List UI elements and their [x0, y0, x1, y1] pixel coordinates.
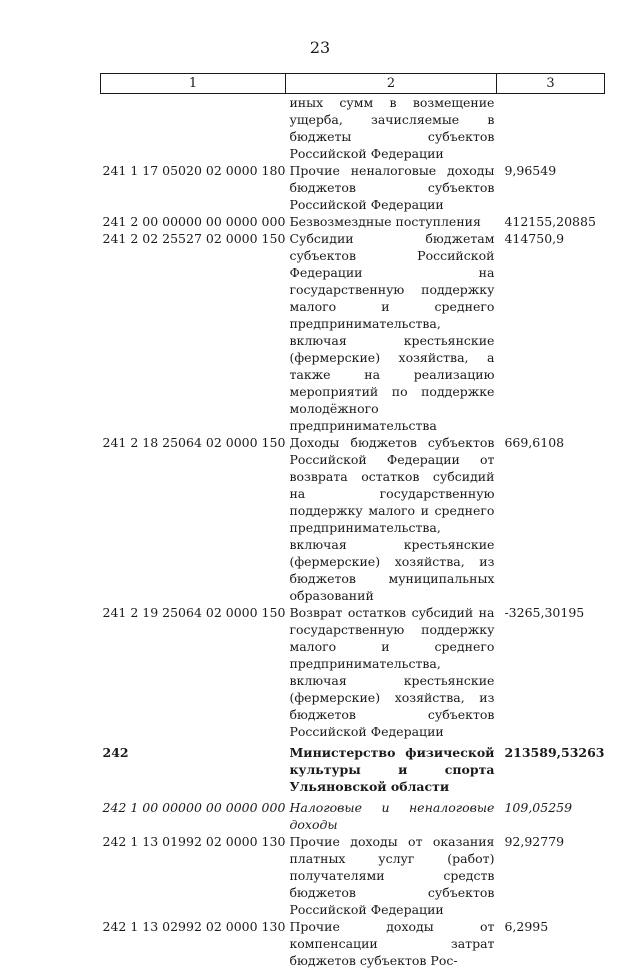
- row-code: 242: [102, 745, 129, 760]
- row-code: [101, 94, 286, 163]
- row-description: Безвозмездные поступления: [289, 214, 481, 229]
- row-code: 241 1 17 05020 02 0000 180: [102, 163, 286, 178]
- row-description: Прочие доходы от компенсации затрат бюджетов субъектов Рос-: [289, 919, 495, 968]
- table-row-ministry: [101, 740, 605, 795]
- row-code: 241 2 00 00000 00 0000 000: [102, 214, 286, 229]
- table-row: [101, 604, 605, 740]
- row-code: 242 1 13 02992 02 0000 130: [102, 919, 286, 934]
- row-code: 241 2 02 25527 02 0000 150: [102, 231, 286, 246]
- revenue-table: [100, 73, 605, 969]
- row-amount: 412155,20885: [504, 214, 596, 229]
- row-amount: 9,96549: [504, 163, 557, 178]
- table-row: [101, 833, 605, 918]
- column-header-description: 2: [285, 74, 496, 94]
- table-row: [101, 162, 605, 213]
- row-description: иных сумм в возмещение ущерба, зачисляемые в бюджеты субъектов Российской Федерации: [289, 95, 495, 161]
- row-description: Субсидии бюджетам субъектов Российской Федерации на государственную поддержку малого и среднего предпринимательства, включая крестьянские (фермерские) хозяйства, а также на реализацию мероприятий по поддержке молодёжного предпринимательства: [289, 231, 495, 433]
- table-row: [101, 94, 605, 163]
- table-row-subtotal: [101, 795, 605, 833]
- row-code: 241 2 18 25064 02 0000 150: [102, 435, 286, 450]
- row-amount: -3265,30195: [504, 605, 585, 620]
- row-amount: 213589,53263: [504, 745, 605, 760]
- row-description: Налоговые и неналоговые доходы: [289, 800, 495, 832]
- row-description: Прочие неналоговые доходы бюджетов субъектов Российской Федерации: [289, 163, 495, 212]
- row-code: 242 1 13 01992 02 0000 130: [102, 834, 286, 849]
- row-description: Министерство физической культуры и спорта Ульяновской области: [289, 745, 495, 794]
- column-header-amount: 3: [496, 74, 604, 94]
- table-row: [101, 230, 605, 434]
- row-code: 241 2 19 25064 02 0000 150: [102, 605, 286, 620]
- row-amount: 109,05259: [504, 800, 573, 815]
- table-header-row: [101, 74, 605, 94]
- row-description: Доходы бюджетов субъектов Российской Федерации от возврата остатков субсидий на государственную поддержку малого и среднего предпринимательства, включая крестьянские (фермерские) хозяйства, из бюджетов муниципальных образований: [289, 435, 495, 603]
- row-amount: 414750,9: [504, 231, 565, 246]
- row-amount: 92,92779: [504, 834, 565, 849]
- row-description: Возврат остатков субсидий на государственную поддержку малого и среднего предпринимательства, включая крестьянские (фермерские) хозяйства, из бюджетов субъектов Российской Федерации: [289, 605, 495, 739]
- table-row: [101, 434, 605, 604]
- row-description: Прочие доходы от оказания платных услуг (работ) получателями средств бюджетов субъектов Российской Федерации: [289, 834, 495, 917]
- row-code: 242 1 00 00000 00 0000 000: [102, 800, 286, 815]
- row-amount: [496, 94, 604, 163]
- table-row: [101, 918, 605, 969]
- table-row: [101, 213, 605, 230]
- row-amount: 669,6108: [504, 435, 565, 450]
- column-header-code: 1: [101, 74, 286, 94]
- page-number: 23: [309, 38, 331, 57]
- row-amount: 6,2995: [504, 919, 549, 934]
